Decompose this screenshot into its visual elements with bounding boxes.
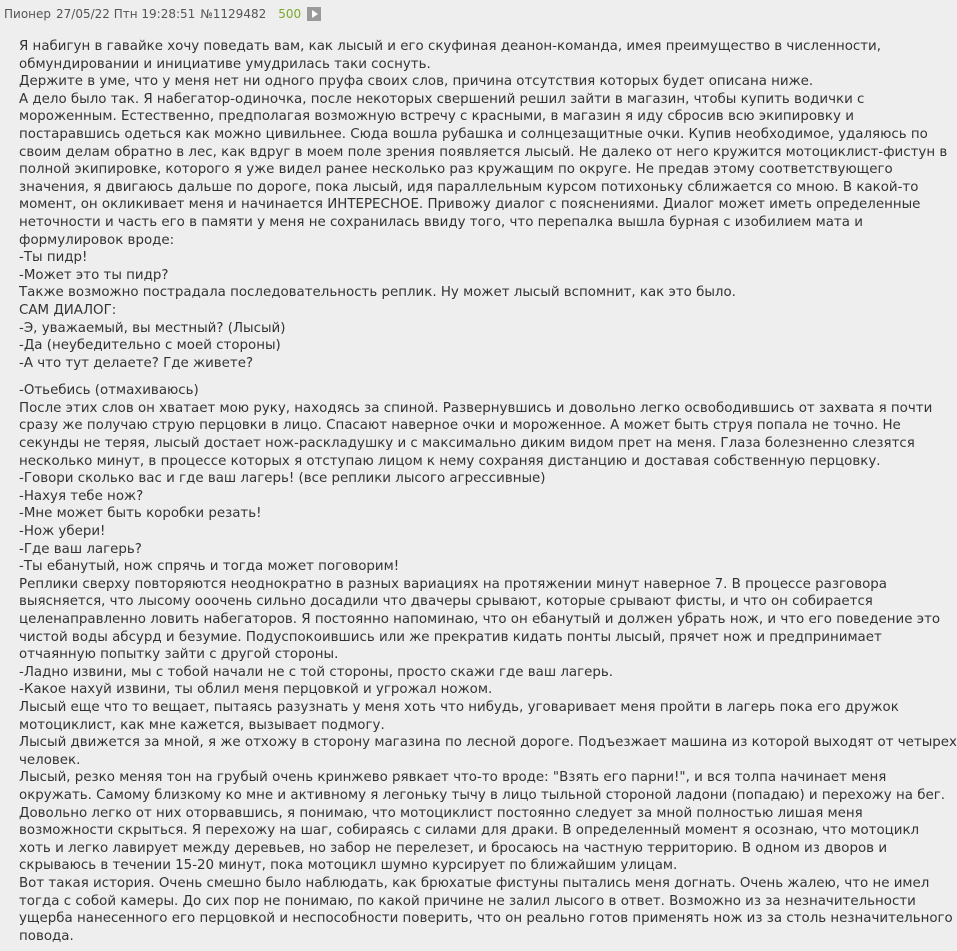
post-text-line: Также возможно пострадала последовательность реплик. Ну может лысый вспомнит, как это было. [19, 285, 736, 301]
post-text-line: тогда с собой камеры. До сих пор не понимаю, по какой причине не залил лысого в ответ. Возможно из за незначительности [19, 893, 916, 909]
post-text-line: выясняется, что лысому ооочень сильно досадили что двачеры срывают, которые срывают фисты, и что он собирается [19, 594, 873, 610]
post-text-line: полной экипировке, которого я уже видел ранее несколько раз кружащим по округе. Не предав этому соответствующего [19, 162, 893, 178]
post-author: Пионер [4, 7, 52, 21]
post-text-line: мороженным. Естественно, предполагая возможную встречу с красными, в магазин я иду сбросив всю экипировку и [19, 109, 854, 125]
post-text-line: -Нож убери! [19, 524, 106, 540]
post-text-line: окружать. Самому близкому ко мне и активному я легоньку тычу в лицо тыльной стороной ладони (попадаю) и перехожу на бег. [19, 787, 945, 803]
post-text-line: хоть и легко лавирует между деревьев, но забор не перелезет, и бросаюсь на частную территорию. В одном из дворов и [19, 840, 888, 856]
post-text-line: А дело было так. Я набегатор-одиночка, после некоторых свершений решил зайти в магазин, чтобы купить водички с [19, 91, 865, 107]
post-text-line: После этих слов он хватает мою руку, находясь за спиной. Развернувшись и довольно легко освободившись от захвата я почти [19, 400, 933, 416]
post-number-link[interactable]: №1129482 [200, 7, 267, 21]
post-text-line: -Да (неубедительно с моей стороны) [19, 338, 281, 354]
post-text-line: формулировок вроде: [19, 232, 175, 248]
post-text-line: Держите в уме, что у меня нет ни одного пруфа своих слов, причина отсутствия которых будет описана ниже. [19, 74, 814, 90]
post-text-line: -Нахуя тебе нож? [19, 488, 144, 504]
post-text-line: постаравшись одеться как можно цивильнее. Сюда вошла рубашка и солнцезащитные очки. Купив необходимое, удаляюсь по [19, 126, 928, 142]
post-text-line: сразу же получаю струю перцовки в лицо. Спасают наверное очки и мороженное. А может быть струя попала не точно. Не [19, 418, 901, 434]
post-text-line: повода. [19, 928, 74, 944]
post-text-line: мотоциклист, как мне кажется, вызывает подмогу. [19, 717, 385, 733]
paragraph-gap [19, 372, 859, 382]
post-text-line: человек. [19, 752, 81, 768]
post-text-line: момент, он окликивает меня и начинается ИНТЕРЕСНОЕ. Привожу диалог с пояснениями. Диалог может иметь определенные [19, 197, 921, 213]
post-text-line: обмундировании и инициативе умудрилась таки соснуть. [19, 56, 431, 72]
post-text-line: -Где ваш лагерь? [19, 541, 142, 557]
post-text-line: Лысый еще что то вещает, пытаясь разузнать у меня хоть что нибудь, уговаривает меня пройти в лагерь пока его дружок [19, 699, 899, 715]
post-text-line: -Может это ты пидр? [19, 267, 169, 283]
post-text-line: скрываюсь в течении 15-20 минут, пока мотоцикл шумно курсирует по ближайшим улицам. [19, 858, 678, 874]
post-text-line: Лысый, резко меняя тон на грубый очень кринжево рявкает что-то вроде: "Взять его парни!", и вся толпа начинает меня [19, 770, 887, 786]
post-text-line: Вот такая история. Очень смешно было наблюдать, как брюхатые фистуны пытались меня догнать. Очень жалею, что не имел [19, 875, 930, 891]
post-score: 500 [278, 7, 302, 21]
post-datetime: 27/05/22 Птн 19:28:51 [56, 7, 196, 21]
post-body [19, 38, 957, 945]
post-text-line: ущерба нанесенного его перцовкой и неспособности поверить, что он реально готов применять нож из за столь незначительного [19, 911, 953, 927]
post-text-line: САМ ДИАЛОГ: [19, 302, 117, 318]
post-text-line: Довольно легко от них оторвавшись, я понимаю, что мотоциклист постоянно следует за мной полностью лишая меня [19, 805, 863, 821]
post-text-line: секунды не теряя, лысый достает нож-раскладушку и с максимально диким видом прет на меня. Глаза болезненно слезятся [19, 436, 915, 452]
post-text-line: -Говори сколько вас и где ваш лагерь! (все реплики лысого агрессивные) [19, 471, 546, 487]
post-text-line: несколько минут, в процессе которых я отступаю лицом к нему сохраняя дистанцию и доставая собственную перцовку. [19, 453, 881, 469]
post-text-line: Я набигун в гавайке хочу поведать вам, как лысый и его скуфиная деанон-команда, имея преимущество в численности, [19, 39, 882, 54]
post-text-line: -Мне может быть коробки резать! [19, 506, 262, 522]
post-text-line: -Ладно извини, мы с тобой начали не с той стороны, просто скажи где ваш лагерь. [19, 664, 614, 680]
post-text-line: своим делам обратно в лес, как вдруг в моем поле зрения появляется лысый. Не далеко от него кружится мотоциклист-фистун в [19, 144, 948, 160]
play-icon[interactable] [307, 7, 321, 21]
post-text-line: целенаправленно ловить набегаторов. Я постоянно напоминаю, что он ебанутый и должен убрать нож, и что его поведение это [19, 612, 941, 627]
post-text-line: -Ты пидр! [19, 250, 88, 266]
post-text-line: -Какое нахуй извини, ты облил меня перцовкой и угрожал ножом. [19, 682, 493, 698]
post-text-line: Реплики сверху повторяются неоднократно в разных вариациях на протяжении минут наверное 7. В процессе разговора [19, 576, 887, 592]
post-text-line: -А что тут делаете? Где живете? [19, 355, 254, 371]
post-text-line: возможности скрыться. Я перехожу на шаг, собираясь с силами для драки. В определенный момент я осознаю, что мотоцикл [19, 823, 920, 839]
post-text-line: чистой воды абсурд и безумие. Подуспокоившись или же прекратив кидать понты лысый, прячет нож и предпринимает [19, 629, 882, 645]
post-text-line: Лысый движется за мной, я же отхожу в сторону магазина по лесной дороге. Подъезжает машина из которой выходят от четырех [19, 735, 957, 751]
post-text-line: -Э, уважаемый, вы местный? (Лысый) [19, 320, 286, 336]
post-header [0, 0, 848, 28]
post-text-line: -Отьебись (отмахиваюсь) [19, 383, 199, 399]
post-text-line: отчаянную попытку зайти с другой стороны. [19, 647, 339, 663]
post-text-line: -Ты ебанутый, нож спрячь и тогда может поговорим! [19, 559, 400, 575]
post-text-line: значения, я двигаюсь дальше по дороге, пока лысый, идя параллельным курсом потихоньку сближается со мною. В какой-то [19, 179, 919, 195]
post-text-line: неточности и часть его в памяти у меня не сохранилась ввиду того, что перепалка вышла бурная с изобилием мата и [19, 214, 863, 230]
